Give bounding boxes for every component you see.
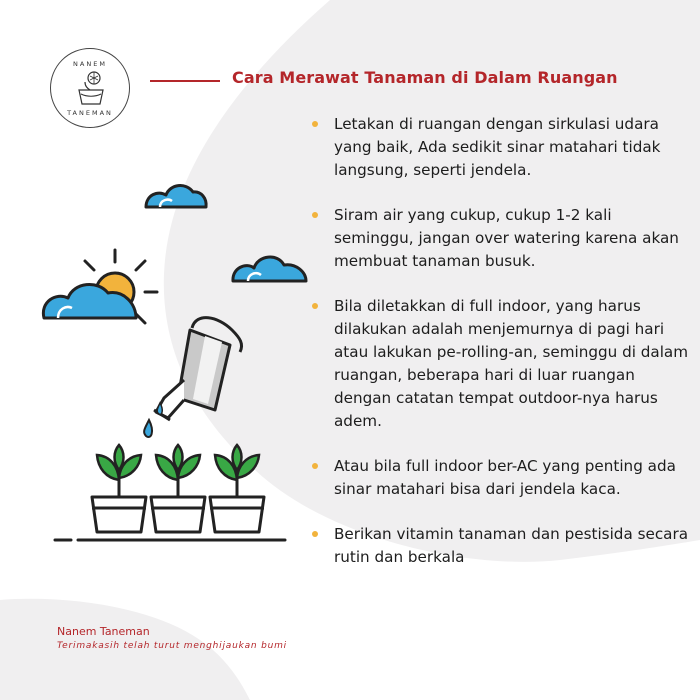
plant-pot-icon [210, 445, 264, 532]
page-title: Cara Merawat Tanaman di Dalam Ruangan [232, 68, 618, 87]
plant-care-illustration [0, 160, 320, 560]
bullet-icon [312, 121, 318, 127]
cloud-icon [233, 257, 306, 281]
tip-text: Letakan di ruangan dengan sirkulasi udara yang baik, Ada sedikit sinar matahari tidak langsung, seperti jendela. [334, 115, 661, 179]
watering-can-icon [154, 318, 242, 420]
logo-bottom-text: TANEMAN [67, 109, 113, 117]
tips-list [312, 113, 692, 591]
tip-item [312, 113, 692, 182]
tip-item [312, 204, 692, 273]
tip-item [312, 455, 692, 501]
tip-text: Atau bila full indoor ber-AC yang penting ada sinar matahari bisa dari jendela kaca. [334, 457, 676, 498]
tip-text: Siram air yang cukup, cukup 1-2 kali seminggu, jangan over watering karena akan membuat tanaman busuk. [334, 206, 679, 270]
plant-pot-icon [92, 445, 146, 532]
title-rule [150, 80, 220, 82]
logo-top-text: NANEM [73, 60, 107, 68]
footer-tagline: Terimakasih telah turut menghijaukan bumi [57, 641, 287, 651]
tip-item [312, 295, 692, 433]
plant-pot-icon [75, 68, 107, 108]
tip-text: Bila diletakkan di full indoor, yang harus dilakukan adalah menjemurnya di pagi hari atau lakukan pe-rolling-an, seminggu di dalam ruangan, beberapa hari di luar ruangan dengan catatan tempat outdoor-nya harus adem. [334, 297, 689, 430]
footer-brand: Nanem Taneman [57, 625, 150, 638]
tip-text: Berikan vitamin tanaman dan pestisida secara rutin dan berkala [334, 525, 689, 566]
tip-item [312, 523, 692, 569]
plant-pot-icon [151, 445, 205, 532]
brand-logo [50, 48, 130, 128]
water-drop-icon [144, 403, 162, 437]
cloud-icon [146, 186, 206, 207]
